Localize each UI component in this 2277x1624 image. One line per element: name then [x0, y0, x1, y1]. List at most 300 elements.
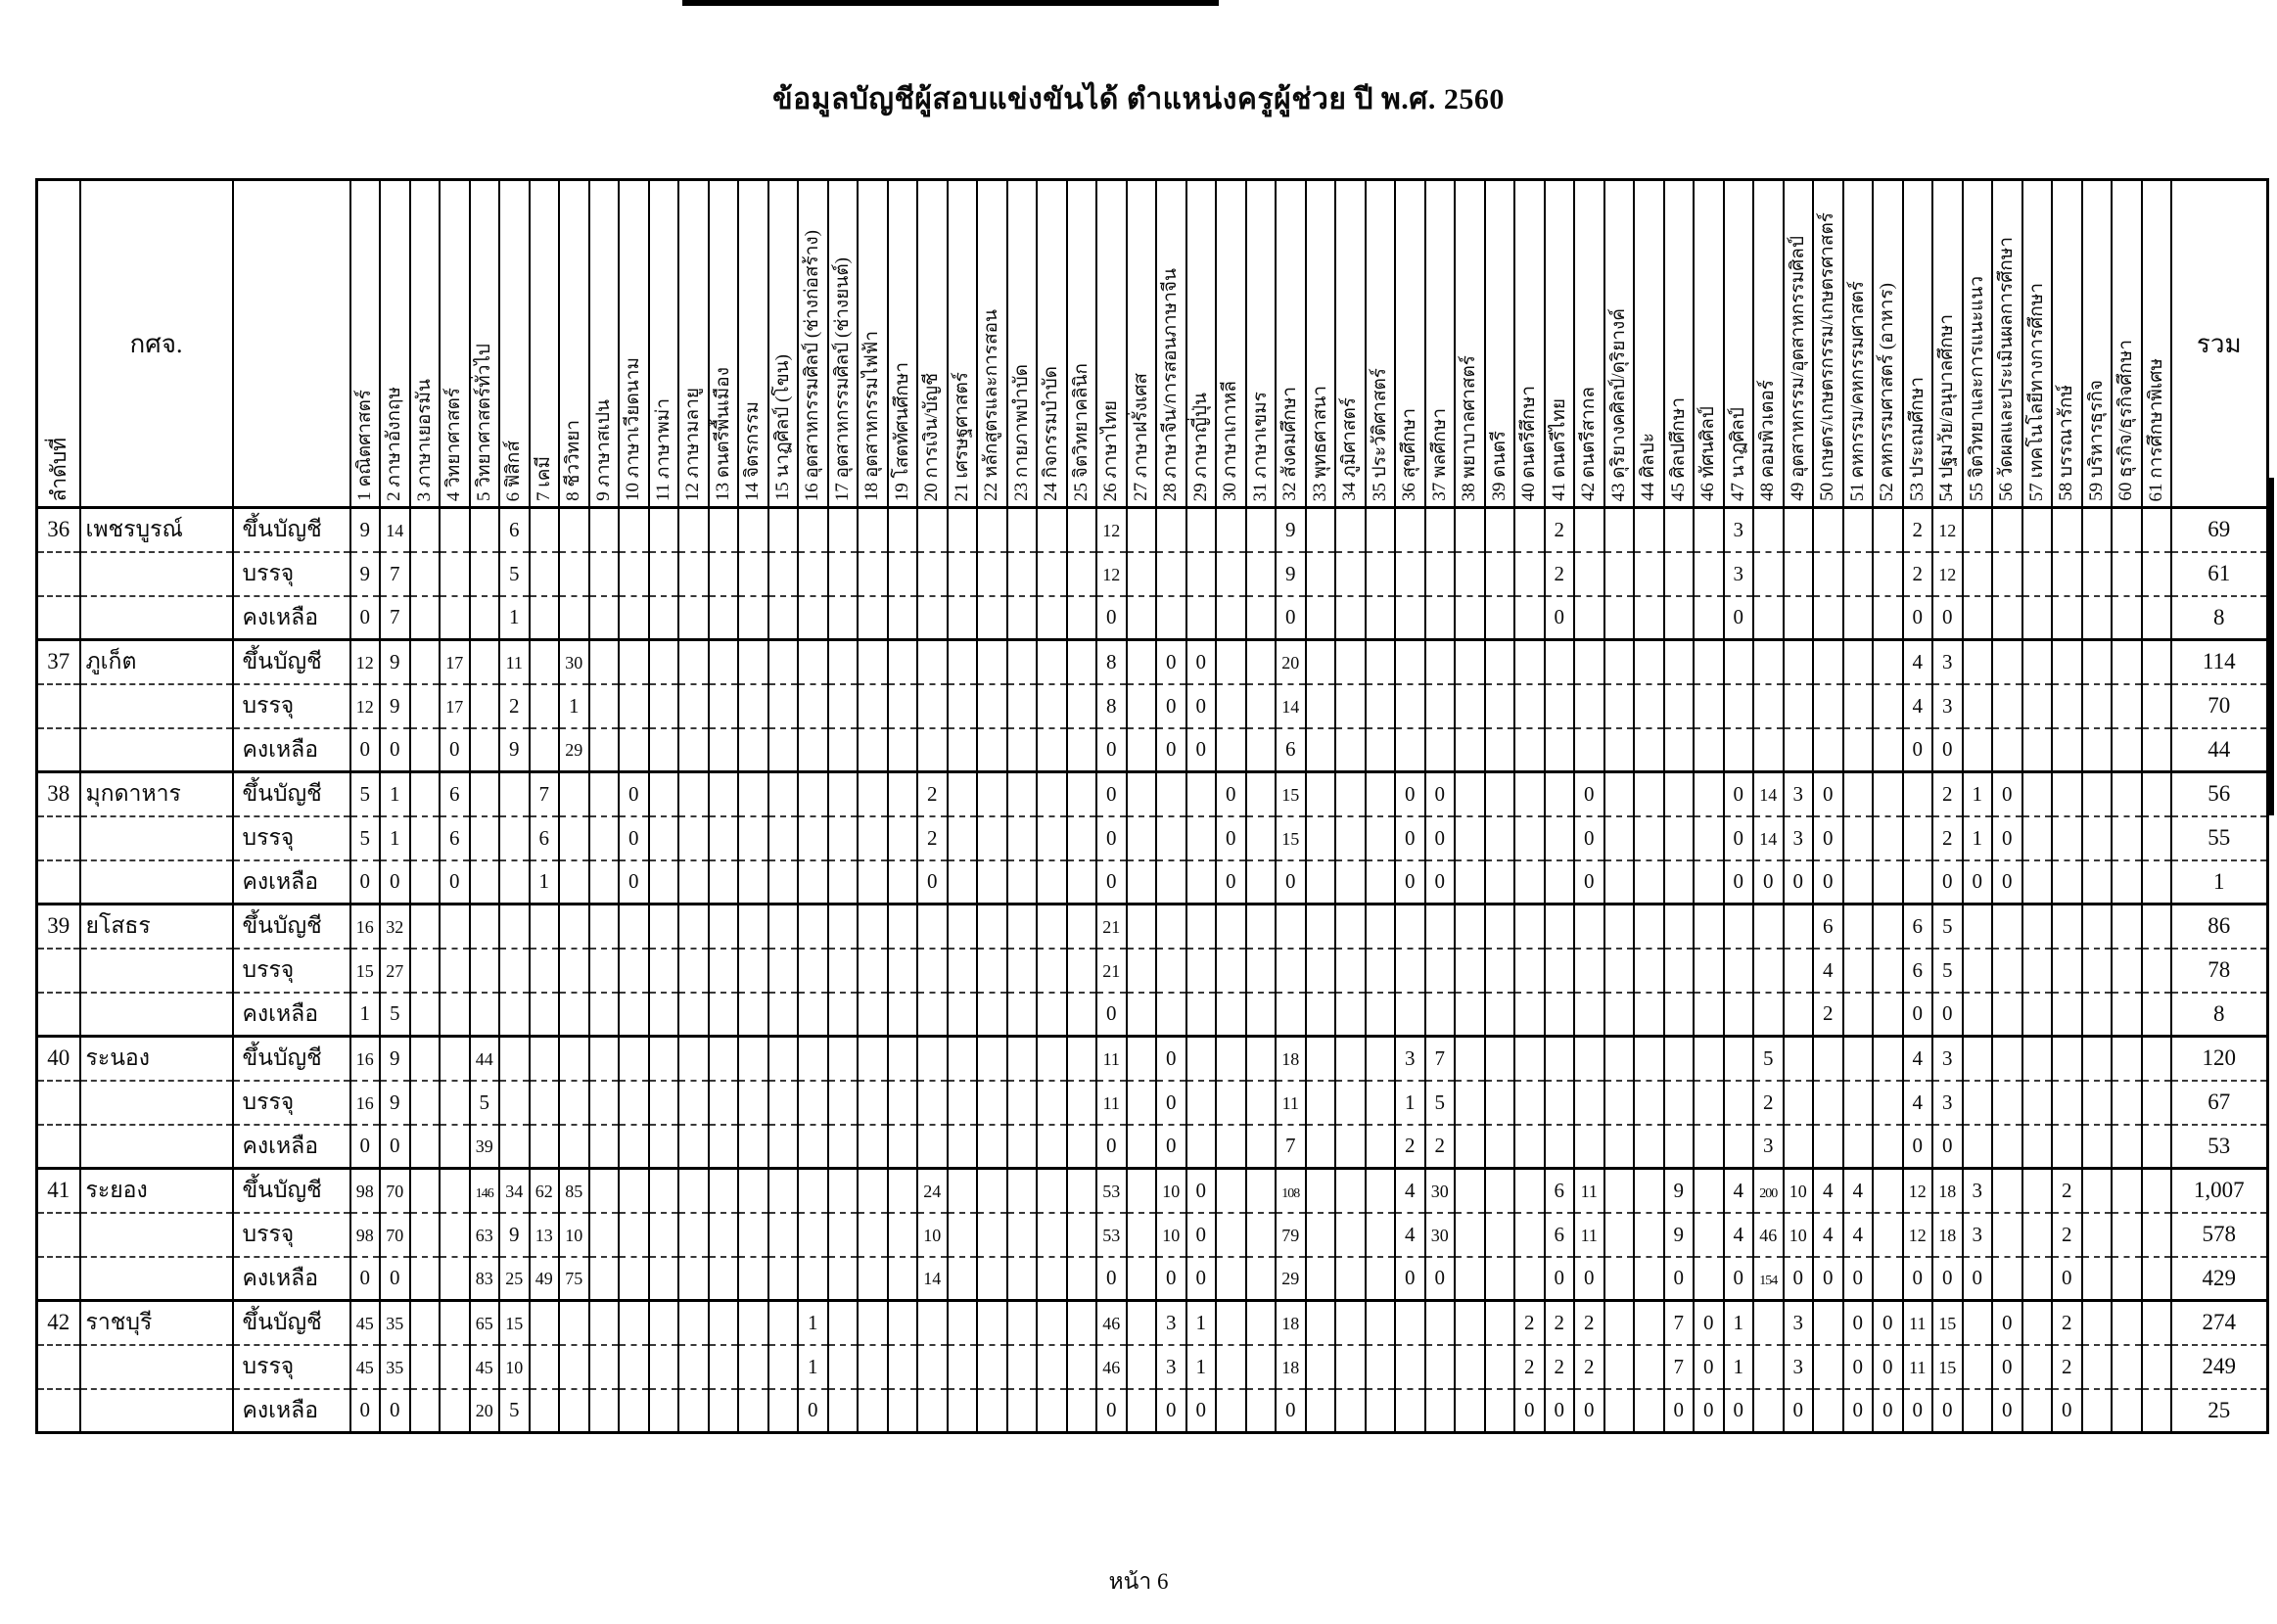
data-cell: [1485, 1345, 1515, 1389]
data-cell: [619, 728, 649, 772]
data-cell: [2112, 772, 2142, 816]
data-cell: 5: [1932, 905, 1963, 949]
data-cell: [559, 860, 589, 905]
data-cell: 0: [1156, 1257, 1186, 1301]
subject-header: 38 พยาบาลศาสตร์: [1455, 180, 1485, 508]
data-cell: [768, 1037, 799, 1081]
data-cell: [440, 508, 470, 552]
data-cell: [1604, 508, 1635, 552]
data-cell: 1: [1724, 1345, 1754, 1389]
data-cell: [738, 552, 768, 596]
data-cell: [948, 993, 978, 1037]
data-cell: 0: [1664, 1389, 1695, 1433]
data-cell: 98: [350, 1213, 381, 1257]
data-cell: [559, 949, 589, 993]
data-cell: [828, 905, 859, 949]
data-cell: [1037, 1301, 1067, 1345]
data-cell: [1574, 993, 1604, 1037]
data-cell: [1634, 993, 1664, 1037]
data-cell: [948, 772, 978, 816]
data-cell: [410, 949, 441, 993]
data-cell: 4: [1843, 1213, 1874, 1257]
data-cell: [888, 1169, 918, 1213]
data-cell: [1156, 949, 1186, 993]
data-cell: [589, 1345, 620, 1389]
data-cell: [1067, 640, 1097, 684]
data-cell: 2: [917, 772, 948, 816]
data-cell: 18: [1932, 1169, 1963, 1213]
data-cell: [917, 1125, 948, 1169]
data-cell: [917, 1081, 948, 1125]
data-cell: [1366, 684, 1396, 728]
data-cell: [2022, 640, 2053, 684]
data-cell: [1455, 684, 1485, 728]
data-cell: [2142, 860, 2172, 905]
data-cell: [619, 1081, 649, 1125]
data-cell: 9: [350, 508, 381, 552]
data-cell: [1425, 552, 1456, 596]
data-cell: 45: [350, 1345, 381, 1389]
data-cell: 0: [1932, 1389, 1963, 1433]
data-cell: [470, 552, 500, 596]
data-cell: 12: [1096, 552, 1127, 596]
data-cell: [1366, 596, 1396, 640]
table-row: [37, 596, 2268, 640]
data-cell: [948, 816, 978, 860]
data-cell: [1545, 728, 1575, 772]
data-cell: [917, 640, 948, 684]
data-cell: [1873, 1213, 1903, 1257]
data-cell: 46: [1096, 1301, 1127, 1345]
data-cell: [1395, 1301, 1425, 1345]
data-cell: [1037, 1389, 1067, 1433]
data-cell: [1186, 508, 1217, 552]
data-cell: [888, 993, 918, 1037]
data-cell: [2142, 993, 2172, 1037]
data-cell: [1306, 993, 1336, 1037]
data-cell: [530, 1301, 560, 1345]
province-name: [80, 1125, 233, 1169]
seq-number: 36: [37, 508, 80, 552]
data-cell: [1366, 1213, 1396, 1257]
data-cell: 15: [1932, 1301, 1963, 1345]
data-cell: [828, 1257, 859, 1301]
data-cell: 30: [559, 640, 589, 684]
data-cell: [1485, 1389, 1515, 1433]
data-cell: [1127, 1081, 1157, 1125]
data-cell: 7: [1425, 1037, 1456, 1081]
data-cell: [678, 1169, 709, 1213]
data-cell: [1216, 949, 1246, 993]
data-cell: [649, 728, 679, 772]
data-cell: [440, 1125, 470, 1169]
data-cell: 0: [1992, 860, 2022, 905]
data-cell: [1992, 684, 2022, 728]
data-cell: [678, 552, 709, 596]
data-cell: [1604, 1037, 1635, 1081]
data-cell: [977, 949, 1007, 993]
data-cell: 14: [380, 508, 410, 552]
data-cell: [917, 993, 948, 1037]
data-cell: [977, 1345, 1007, 1389]
data-cell: [1067, 596, 1097, 640]
data-cell: 1: [350, 993, 381, 1037]
province-name: [80, 1213, 233, 1257]
data-cell: [530, 552, 560, 596]
data-cell: [1067, 772, 1097, 816]
subject-header: 59 บริหารธุรกิจ: [2082, 180, 2113, 508]
data-cell: [1574, 640, 1604, 684]
seq-number: 41: [37, 1169, 80, 1213]
data-cell: [1514, 552, 1545, 596]
data-cell: [619, 1125, 649, 1169]
data-cell: [1335, 508, 1366, 552]
data-cell: [1634, 728, 1664, 772]
data-cell: [589, 508, 620, 552]
data-cell: [559, 508, 589, 552]
data-cell: [1067, 949, 1097, 993]
data-cell: [1186, 993, 1217, 1037]
data-cell: 2: [2052, 1169, 2082, 1213]
data-cell: 10: [1784, 1213, 1814, 1257]
data-cell: [1306, 552, 1336, 596]
data-cell: [1007, 728, 1038, 772]
data-cell: [1604, 949, 1635, 993]
data-cell: 11: [1903, 1345, 1933, 1389]
subject-header: 5 วิทยาศาสตร์ทั่วไป: [470, 180, 500, 508]
data-cell: [798, 728, 828, 772]
data-cell: [917, 905, 948, 949]
data-cell: [1037, 684, 1067, 728]
data-cell: [470, 772, 500, 816]
data-cell: [2142, 1213, 2172, 1257]
data-cell: 3: [1784, 1301, 1814, 1345]
data-cell: [1276, 949, 1306, 993]
data-cell: [440, 1213, 470, 1257]
data-cell: [410, 1389, 441, 1433]
data-cell: [1724, 905, 1754, 949]
data-cell: [589, 1037, 620, 1081]
data-cell: 2: [1545, 1301, 1575, 1345]
data-cell: [678, 640, 709, 684]
data-cell: [499, 1081, 530, 1125]
data-cell: 146: [470, 1169, 500, 1213]
data-cell: [1514, 684, 1545, 728]
data-cell: [440, 949, 470, 993]
data-cell: 0: [1784, 860, 1814, 905]
data-cell: [1813, 684, 1843, 728]
data-cell: [678, 1081, 709, 1125]
data-cell: 0: [1992, 816, 2022, 860]
data-cell: [738, 1213, 768, 1257]
data-cell: 39: [470, 1125, 500, 1169]
data-cell: 0: [1186, 1169, 1217, 1213]
data-cell: 2: [1813, 993, 1843, 1037]
data-cell: [1574, 684, 1604, 728]
data-cell: 3: [1156, 1345, 1186, 1389]
table-row: [37, 684, 2268, 728]
data-cell: [1694, 1169, 1724, 1213]
data-cell: [1873, 1169, 1903, 1213]
data-cell: 2: [1425, 1125, 1456, 1169]
data-cell: [1007, 1037, 1038, 1081]
data-cell: [977, 1169, 1007, 1213]
data-cell: 4: [1395, 1213, 1425, 1257]
total-cell: 55: [2171, 816, 2267, 860]
data-cell: [888, 816, 918, 860]
data-cell: [649, 1301, 679, 1345]
data-cell: [649, 1257, 679, 1301]
data-cell: 0: [1903, 728, 1933, 772]
data-cell: [559, 993, 589, 1037]
data-cell: [1306, 728, 1336, 772]
data-cell: [768, 905, 799, 949]
data-cell: [1784, 596, 1814, 640]
data-cell: [1873, 552, 1903, 596]
data-cell: 5: [499, 552, 530, 596]
data-cell: [1246, 816, 1277, 860]
data-cell: [2052, 993, 2082, 1037]
row-type-label: คงเหลือ: [233, 728, 350, 772]
data-cell: [1485, 993, 1515, 1037]
total-cell: 8: [2171, 596, 2267, 640]
data-cell: [709, 640, 739, 684]
data-cell: 0: [1843, 1257, 1874, 1301]
data-cell: [1485, 1213, 1515, 1257]
data-cell: 0: [1903, 596, 1933, 640]
data-cell: [1694, 1125, 1724, 1169]
data-cell: [798, 949, 828, 993]
data-cell: [2022, 1301, 2053, 1345]
province-name: มุกดาหาร: [80, 772, 233, 816]
data-cell: [2112, 508, 2142, 552]
data-cell: [1963, 993, 1993, 1037]
data-cell: [410, 816, 441, 860]
data-cell: [1037, 1169, 1067, 1213]
data-cell: [1067, 1169, 1097, 1213]
data-cell: [798, 596, 828, 640]
data-cell: [2022, 1081, 2053, 1125]
data-cell: [798, 993, 828, 1037]
data-cell: 4: [1813, 1169, 1843, 1213]
data-cell: [1784, 728, 1814, 772]
data-cell: [1634, 552, 1664, 596]
data-cell: 3: [1395, 1037, 1425, 1081]
data-cell: 4: [1813, 1213, 1843, 1257]
data-cell: [1335, 640, 1366, 684]
data-cell: [2082, 1125, 2113, 1169]
data-cell: [709, 552, 739, 596]
data-cell: 9: [1276, 508, 1306, 552]
data-cell: [2052, 728, 2082, 772]
data-cell: [1335, 993, 1366, 1037]
data-cell: 12: [1903, 1169, 1933, 1213]
data-cell: [977, 905, 1007, 949]
data-cell: [1067, 684, 1097, 728]
data-cell: [1485, 1169, 1515, 1213]
data-cell: [1992, 905, 2022, 949]
data-cell: [1127, 1169, 1157, 1213]
data-cell: 45: [470, 1345, 500, 1389]
data-cell: [1604, 684, 1635, 728]
data-cell: [1843, 596, 1874, 640]
data-cell: 18: [1932, 1213, 1963, 1257]
data-cell: [768, 508, 799, 552]
data-cell: [2112, 1345, 2142, 1389]
data-cell: [1514, 1081, 1545, 1125]
data-cell: [2052, 772, 2082, 816]
data-cell: [1335, 816, 1366, 860]
data-cell: [1306, 1169, 1336, 1213]
data-cell: [410, 993, 441, 1037]
data-cell: [828, 1345, 859, 1389]
data-cell: [1127, 772, 1157, 816]
data-cell: 2: [1903, 552, 1933, 596]
data-cell: [1037, 860, 1067, 905]
data-cell: [1037, 905, 1067, 949]
data-cell: [1306, 1389, 1336, 1433]
data-cell: [1366, 1081, 1396, 1125]
data-cell: [559, 1345, 589, 1389]
data-cell: [709, 1257, 739, 1301]
data-cell: [1425, 905, 1456, 949]
data-cell: [1067, 1389, 1097, 1433]
data-cell: [2082, 1389, 2113, 1433]
data-cell: 0: [380, 1257, 410, 1301]
subject-header: 51 คหกรรม/คหกรรมศาสตร์: [1843, 180, 1874, 508]
data-cell: [768, 1389, 799, 1433]
data-cell: [828, 816, 859, 860]
data-cell: [440, 993, 470, 1037]
data-cell: [1246, 905, 1277, 949]
data-cell: [1335, 1213, 1366, 1257]
data-cell: 0: [1395, 772, 1425, 816]
data-cell: [1127, 1389, 1157, 1433]
data-cell: 9: [380, 1081, 410, 1125]
data-cell: [1992, 993, 2022, 1037]
data-cell: [858, 949, 888, 993]
data-cell: [410, 1301, 441, 1345]
province-name: [80, 1257, 233, 1301]
total-cell: 25: [2171, 1389, 2267, 1433]
table-row: [37, 552, 2268, 596]
province-name: เพชรบูรณ์: [80, 508, 233, 552]
data-cell: [1514, 1169, 1545, 1213]
data-cell: 0: [1992, 1301, 2022, 1345]
data-cell: [1246, 596, 1277, 640]
data-cell: [768, 1345, 799, 1389]
total-cell: 429: [2171, 1257, 2267, 1301]
data-cell: [678, 905, 709, 949]
data-cell: [1664, 728, 1695, 772]
row-type-label: ขึ้นบัญชี: [233, 508, 350, 552]
data-cell: [1246, 1037, 1277, 1081]
subject-header: 2 ภาษาอังกฤษ: [380, 180, 410, 508]
data-cell: [530, 684, 560, 728]
data-cell: [1634, 772, 1664, 816]
data-cell: [2142, 949, 2172, 993]
exam-results-table: [35, 178, 2269, 1434]
row-type-label: คงเหลือ: [233, 860, 350, 905]
data-cell: [1963, 1125, 1993, 1169]
subject-header: 14 จิตรกรรม: [738, 180, 768, 508]
table-row: [37, 1345, 2268, 1389]
total-cell: 578: [2171, 1213, 2267, 1257]
data-cell: [1395, 949, 1425, 993]
data-cell: 0: [1992, 772, 2022, 816]
row-type-label: ขึ้นบัญชี: [233, 772, 350, 816]
data-cell: [1664, 816, 1695, 860]
data-cell: [499, 1037, 530, 1081]
data-cell: 0: [1813, 1257, 1843, 1301]
data-cell: [410, 1345, 441, 1389]
data-cell: [2112, 949, 2142, 993]
subject-header: 45 ศิลปศึกษา: [1664, 180, 1695, 508]
data-cell: [1545, 1125, 1575, 1169]
data-cell: [410, 1257, 441, 1301]
subject-header: 43 ดุริยางคศิลป์/ดุริยางค์: [1604, 180, 1635, 508]
data-cell: [1574, 1037, 1604, 1081]
data-cell: [1694, 508, 1724, 552]
data-cell: 9: [1276, 552, 1306, 596]
data-cell: [1007, 508, 1038, 552]
row-type-label: คงเหลือ: [233, 1125, 350, 1169]
data-cell: [619, 1301, 649, 1345]
data-cell: [977, 772, 1007, 816]
data-cell: [888, 1257, 918, 1301]
data-cell: 15: [1932, 1345, 1963, 1389]
data-cell: [2052, 596, 2082, 640]
data-cell: 0: [1395, 816, 1425, 860]
data-cell: [410, 1081, 441, 1125]
total-cell: 86: [2171, 905, 2267, 949]
data-cell: [1186, 1037, 1217, 1081]
subject-header: 24 กิจกรรมบำบัด: [1037, 180, 1067, 508]
data-cell: [1455, 816, 1485, 860]
data-cell: [649, 508, 679, 552]
data-cell: [1963, 1389, 1993, 1433]
data-cell: [977, 1389, 1007, 1433]
data-cell: 0: [1186, 684, 1217, 728]
data-cell: [2082, 772, 2113, 816]
data-cell: 0: [1903, 1257, 1933, 1301]
data-cell: [2082, 993, 2113, 1037]
data-cell: [1634, 1081, 1664, 1125]
data-cell: [1514, 728, 1545, 772]
data-cell: [1753, 508, 1784, 552]
subject-header: 22 หลักสูตรและการสอน: [977, 180, 1007, 508]
data-cell: 85: [559, 1169, 589, 1213]
data-cell: [2142, 1345, 2172, 1389]
subject-header: 10 ภาษาเวียดนาม: [619, 180, 649, 508]
data-cell: [1216, 1301, 1246, 1345]
data-cell: [1694, 552, 1724, 596]
data-cell: [858, 508, 888, 552]
data-cell: [1873, 1081, 1903, 1125]
data-cell: 2: [1545, 508, 1575, 552]
data-cell: 1: [1963, 816, 1993, 860]
data-cell: 5: [350, 816, 381, 860]
subject-header: 47 นาฏศิลป์: [1724, 180, 1754, 508]
data-cell: [768, 816, 799, 860]
data-cell: [1246, 1213, 1277, 1257]
data-cell: [649, 640, 679, 684]
data-cell: [1574, 1081, 1604, 1125]
data-cell: [709, 1169, 739, 1213]
data-cell: [649, 1125, 679, 1169]
data-cell: 0: [1843, 1345, 1874, 1389]
data-cell: [440, 1257, 470, 1301]
